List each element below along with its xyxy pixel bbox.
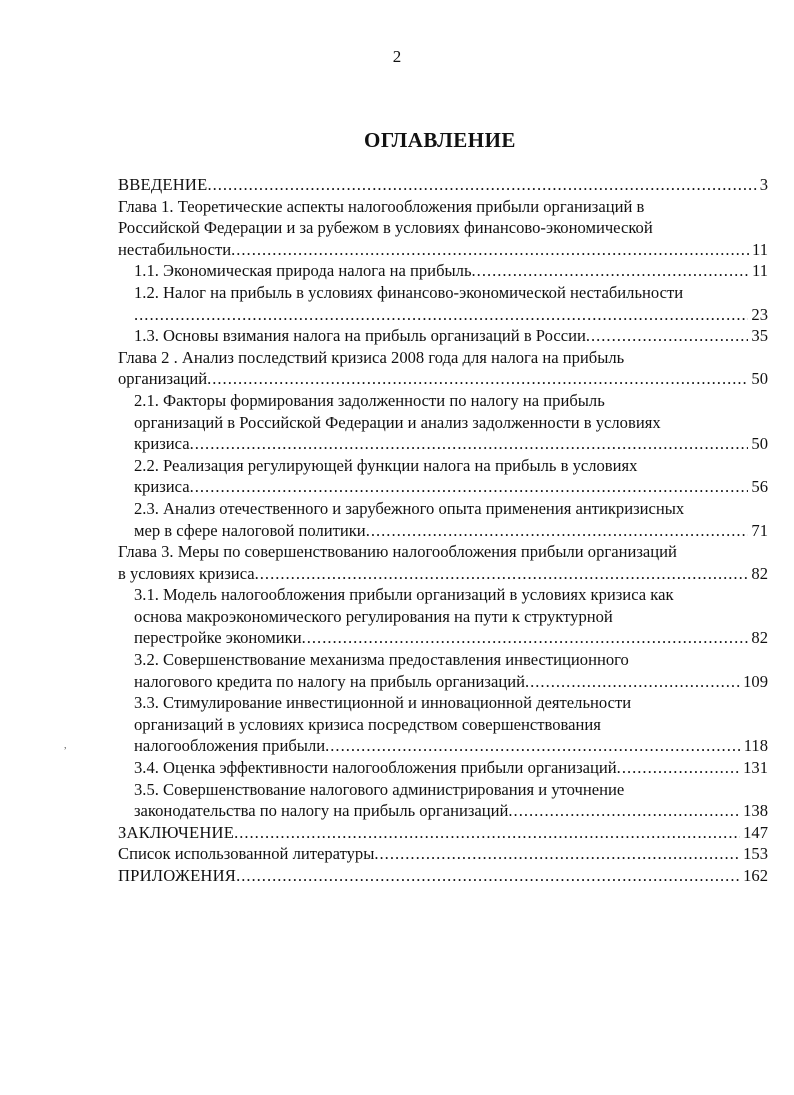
toc-entry-line: Глава 3. Меры по совершенствованию налогообложения прибыли организаций	[118, 542, 677, 562]
dot-leader	[472, 260, 750, 282]
dot-leader	[508, 800, 740, 822]
dot-leader	[525, 671, 740, 693]
toc-entry-line: 3.5. Совершенствование налогового администрирования и уточнение	[134, 779, 625, 799]
toc-entry-line: 3.3. Стимулирование инвестиционной и инновационной деятельности	[134, 693, 632, 713]
toc-entry-line: 1.2. Налог на прибыль в условиях финансово-экономической нестабильности	[134, 282, 684, 302]
toc-page-number: 50	[751, 434, 768, 454]
toc-entry-title: 1.1. Экономическая природа налога на прибыль	[134, 261, 472, 281]
dot-leader	[586, 325, 749, 347]
toc-entry-line: 2.1. Факторы формирования задолженности по налогу на прибыль	[134, 390, 605, 410]
page-number: 2	[392, 47, 402, 66]
toc-entry-title: мер в сфере налоговой политики	[134, 520, 366, 540]
stray-mark: ,	[64, 740, 67, 751]
toc-entry-section-1-3[interactable]	[118, 325, 768, 347]
toc-entry-introduction[interactable]	[118, 174, 768, 196]
toc-entry-section-1-2[interactable]	[118, 282, 768, 325]
toc-entry-title: 3.4. Оценка эффективности налогообложения прибыли организаций	[134, 758, 617, 778]
toc-page-number: 11	[752, 261, 768, 281]
toc-entry-section-3-3[interactable]	[118, 692, 768, 757]
toc-page-number: 50	[751, 369, 768, 389]
toc-entry-title: организаций	[118, 369, 208, 389]
toc-page-number: 35	[751, 326, 768, 346]
dot-leader	[366, 520, 749, 542]
toc-entry-appendices[interactable]	[118, 865, 768, 887]
toc-entry-title: кризиса	[134, 477, 190, 497]
toc-page-number: 147	[743, 822, 768, 842]
toc-entry-section-3-1[interactable]	[118, 584, 768, 649]
toc-entry-chapter-3[interactable]	[118, 541, 768, 584]
page-title: ОГЛАВЛЕНИЕ	[364, 128, 516, 152]
toc-page-number: 82	[751, 563, 768, 583]
toc-entry-title: налогового кредита по налогу на прибыль организаций	[134, 671, 525, 691]
toc-entry-section-3-2[interactable]	[118, 649, 768, 692]
toc-entry-title: нестабильности	[118, 239, 232, 259]
toc-entry-title: ЗАКЛЮЧЕНИЕ	[118, 822, 235, 842]
dot-leader	[190, 433, 749, 455]
toc-entry-line: 3.2. Совершенствование механизма предоставления инвестиционного	[134, 650, 629, 670]
toc-entry-chapter-1[interactable]	[118, 196, 768, 261]
toc-page-number: 131	[743, 758, 768, 778]
toc-entry-section-2-3[interactable]	[118, 498, 768, 541]
toc-entry-title: 1.3. Основы взимания налога на прибыль организаций в России	[134, 326, 586, 346]
toc-entry-title: перестройке экономики	[134, 628, 302, 648]
toc-entry-line: основа макроэкономического регулирования на пути к структурной	[134, 606, 613, 626]
toc-page-number: 162	[743, 866, 768, 885]
toc-page-number: 82	[751, 628, 768, 648]
dot-leader	[302, 627, 749, 649]
toc-entry-title: Список использованной литературы	[118, 844, 375, 864]
table-of-contents	[118, 174, 768, 887]
toc-page-number: 138	[743, 801, 768, 821]
toc-entry-line: Российской Федерации и за рубежом в условиях финансово-экономической	[118, 218, 653, 238]
toc-entry-title: законодательства по налогу на прибыль организаций	[134, 801, 509, 821]
toc-entry-section-1-1[interactable]	[118, 260, 768, 282]
dot-leader	[617, 757, 740, 779]
toc-entry-section-2-2[interactable]	[118, 455, 768, 498]
dot-leader	[231, 239, 749, 261]
dot-leader	[236, 865, 740, 887]
toc-entry-chapter-2[interactable]	[118, 347, 768, 390]
toc-entry-line: организаций в условиях кризиса посредством совершенствования	[134, 714, 601, 734]
toc-entry-section-2-1[interactable]	[118, 390, 768, 455]
toc-entry-line: Глава 1. Теоретические аспекты налогообложения прибыли организаций в	[118, 196, 645, 216]
toc-entry-title: в условиях кризиса	[118, 563, 255, 583]
dot-leader	[374, 843, 740, 865]
toc-entry-title: ВВЕДЕНИЕ	[118, 175, 208, 194]
toc-entry-title: кризиса	[134, 434, 190, 454]
toc-entry-line: организаций в Российской Федерации и анализ задолженности в условиях	[134, 412, 661, 432]
toc-page-number: 56	[751, 477, 768, 497]
toc-page-number: 118	[743, 736, 768, 756]
dot-leader	[190, 476, 749, 498]
dot-leader	[134, 304, 748, 326]
toc-page-number: 3	[759, 175, 768, 194]
dot-leader	[325, 735, 741, 757]
toc-entry-section-3-4[interactable]	[118, 757, 768, 779]
dot-leader	[255, 563, 749, 585]
toc-entry-line: 2.3. Анализ отечественного и зарубежного опыта применения антикризисных	[134, 498, 685, 518]
dot-leader	[234, 822, 740, 844]
toc-page-number: 109	[743, 671, 768, 691]
toc-page-number: 23	[751, 304, 768, 324]
toc-entry-title: ПРИЛОЖЕНИЯ	[118, 866, 237, 885]
toc-entry-line: Глава 2 . Анализ последствий кризиса 2008 года для налога на прибыль	[118, 347, 625, 367]
toc-entry-literature[interactable]	[118, 843, 768, 865]
dot-leader	[207, 368, 748, 390]
toc-page-number: 153	[743, 844, 768, 864]
toc-entry-title: налогообложения прибыли	[134, 736, 326, 756]
toc-page-number: 11	[752, 239, 768, 259]
toc-entry-section-3-5[interactable]	[118, 779, 768, 822]
toc-entry-line: 2.2. Реализация регулирующей функции налога на прибыль в условиях	[134, 455, 638, 475]
toc-page-number: 71	[751, 520, 768, 540]
toc-entry-line: 3.1. Модель налогообложения прибыли организаций в условиях кризиса как	[134, 585, 674, 605]
toc-entry-conclusion[interactable]	[118, 822, 768, 844]
dot-leader	[207, 174, 756, 196]
